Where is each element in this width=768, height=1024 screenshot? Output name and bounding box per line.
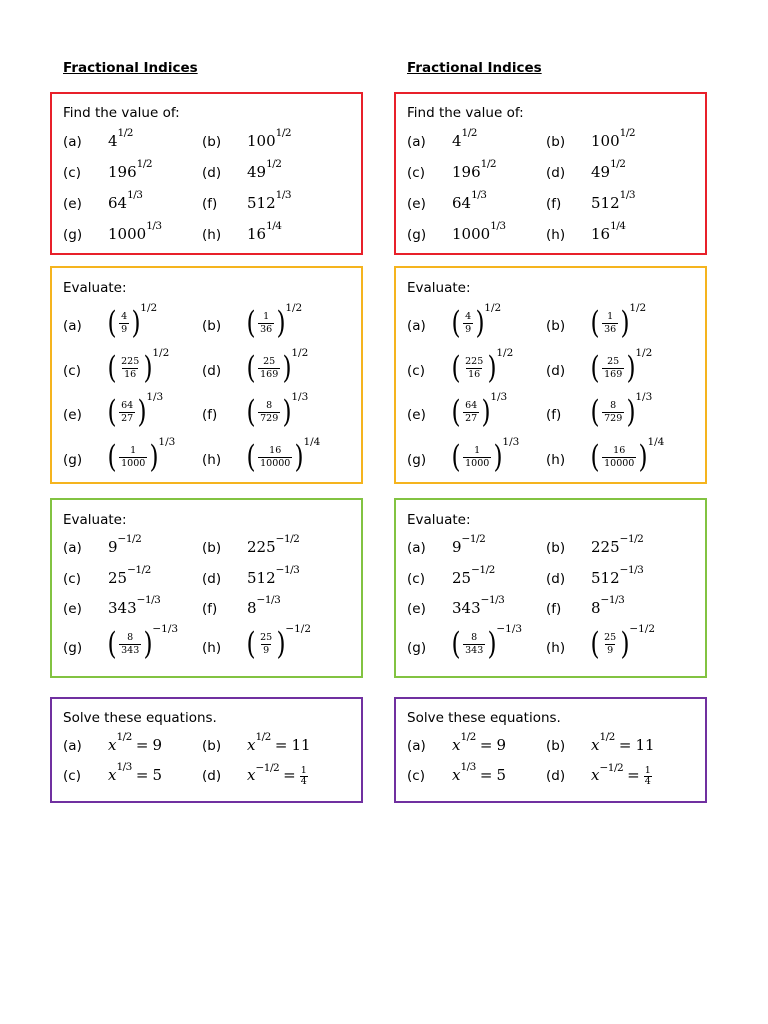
fraction-power-expression: ( $\frac{1}{36}$ ) 1/2 <box>590 302 647 341</box>
fraction-power-expression: ( $\frac{16}{10000}$ ) 1/4 <box>246 436 321 475</box>
item-label: (d) <box>202 165 222 181</box>
item-label: (f) <box>546 601 562 617</box>
worksheet-title: Fractional Indices <box>63 60 198 76</box>
item-label: (e) <box>407 196 426 212</box>
solve-equations-box <box>394 697 707 803</box>
evaluate-prompt: Evaluate: <box>407 280 471 296</box>
item-label: (c) <box>407 768 425 784</box>
fraction-power-expression: ( $\frac{16}{10000}$ ) 1/4 <box>590 436 665 475</box>
item-label: (e) <box>63 196 82 212</box>
item-label: (f) <box>546 407 562 423</box>
item-label: (d) <box>202 768 222 784</box>
find-value-box <box>50 92 363 255</box>
item-label: (c) <box>63 165 81 181</box>
worksheet-title: Fractional Indices <box>407 60 542 76</box>
power-expression: 25 −1/2 <box>452 564 495 587</box>
item-label: (d) <box>546 363 566 379</box>
power-expression: 49 1/2 <box>591 158 626 181</box>
fraction-power-expression: ( $\frac{64}{27}$ ) 1/3 <box>451 391 508 430</box>
power-expression: 512 1/3 <box>247 189 292 212</box>
power-expression: 25 −1/2 <box>108 564 151 587</box>
item-label: (g) <box>63 452 83 468</box>
equation: x 1/2 = 11 <box>247 731 311 754</box>
item-label: (d) <box>202 571 222 587</box>
power-expression: 512 −1/3 <box>591 564 644 587</box>
fraction-power-expression: ( $\frac{8}{343}$ ) −1/3 <box>107 623 179 662</box>
item-label: (h) <box>546 227 566 243</box>
evaluate-prompt: Evaluate: <box>407 512 471 528</box>
item-label: (h) <box>546 452 566 468</box>
power-expression: 196 1/2 <box>452 158 497 181</box>
item-label: (h) <box>202 452 222 468</box>
power-expression: 100 1/2 <box>247 127 292 150</box>
item-label: (e) <box>63 407 82 423</box>
equation: x 1/3 = 5 <box>452 761 506 784</box>
power-expression: 1000 1/3 <box>108 220 162 243</box>
equation: x −1/2 = $\frac{1}{4}$ <box>247 761 307 788</box>
item-label: (d) <box>546 165 566 181</box>
fraction-power-expression: ( $\frac{4}{9}$ ) 1/2 <box>107 302 158 341</box>
power-expression: 343 −1/3 <box>108 594 161 617</box>
fraction-power-expression: ( $\frac{8}{729}$ ) 1/3 <box>246 391 309 430</box>
item-label: (g) <box>63 640 83 656</box>
power-expression: 1000 1/3 <box>452 220 506 243</box>
item-label: (a) <box>63 318 82 334</box>
evaluate-fractions-box <box>394 266 707 484</box>
power-expression: 343 −1/3 <box>452 594 505 617</box>
evaluate-fractions-box <box>50 266 363 484</box>
equation: x 1/2 = 11 <box>591 731 655 754</box>
item-label: (d) <box>546 768 566 784</box>
find-value-box <box>394 92 707 255</box>
fraction-power-expression: ( $\frac{4}{9}$ ) 1/2 <box>451 302 502 341</box>
item-label: (b) <box>202 540 222 556</box>
power-expression: 16 1/4 <box>591 220 626 243</box>
solve-equations-box <box>50 697 363 803</box>
power-expression: 8 −1/3 <box>591 594 625 617</box>
item-label: (b) <box>546 540 566 556</box>
power-expression: 16 1/4 <box>247 220 282 243</box>
power-expression: 8 −1/3 <box>247 594 281 617</box>
item-label: (h) <box>202 227 222 243</box>
fraction-power-expression: ( $\frac{25}{9}$ ) −1/2 <box>590 623 656 662</box>
item-label: (e) <box>407 407 426 423</box>
item-label: (b) <box>546 318 566 334</box>
power-expression: 100 1/2 <box>591 127 636 150</box>
item-label: (b) <box>202 738 222 754</box>
power-expression: 49 1/2 <box>247 158 282 181</box>
solve-prompt: Solve these equations. <box>63 710 217 726</box>
equation: x 1/2 = 9 <box>452 731 506 754</box>
fraction-power-expression: ( $\frac{1}{36}$ ) 1/2 <box>246 302 303 341</box>
item-label: (c) <box>407 165 425 181</box>
item-label: (a) <box>63 134 82 150</box>
find-value-prompt: Find the value of: <box>63 105 180 121</box>
power-expression: 225 −1/2 <box>247 533 300 556</box>
power-expression: 225 −1/2 <box>591 533 644 556</box>
item-label: (c) <box>63 571 81 587</box>
item-label: (f) <box>202 407 218 423</box>
item-label: (g) <box>407 227 427 243</box>
fraction-power-expression: ( $\frac{8}{729}$ ) 1/3 <box>590 391 653 430</box>
item-label: (f) <box>546 196 562 212</box>
item-label: (d) <box>546 571 566 587</box>
item-label: (a) <box>407 738 426 754</box>
fraction-power-expression: ( $\frac{225}{16}$ ) 1/2 <box>451 347 514 386</box>
item-label: (c) <box>407 363 425 379</box>
power-expression: 9 −1/2 <box>108 533 142 556</box>
solve-prompt: Solve these equations. <box>407 710 561 726</box>
item-label: (a) <box>407 134 426 150</box>
power-expression: 64 1/3 <box>108 189 143 212</box>
power-expression: 512 −1/3 <box>247 564 300 587</box>
item-label: (f) <box>202 196 218 212</box>
item-label: (a) <box>407 540 426 556</box>
item-label: (f) <box>202 601 218 617</box>
power-expression: 64 1/3 <box>452 189 487 212</box>
item-label: (b) <box>546 134 566 150</box>
item-label: (a) <box>63 540 82 556</box>
item-label: (h) <box>202 640 222 656</box>
fraction-power-expression: ( $\frac{225}{16}$ ) 1/2 <box>107 347 170 386</box>
power-expression: 9 −1/2 <box>452 533 486 556</box>
item-label: (e) <box>63 601 82 617</box>
power-expression: 4 1/2 <box>108 127 133 150</box>
fraction-power-expression: ( $\frac{64}{27}$ ) 1/3 <box>107 391 164 430</box>
item-label: (b) <box>546 738 566 754</box>
power-expression: 512 1/3 <box>591 189 636 212</box>
evaluate-prompt: Evaluate: <box>63 280 127 296</box>
equation: x −1/2 = $\frac{1}{4}$ <box>591 761 651 788</box>
fraction-power-expression: ( $\frac{8}{343}$ ) −1/3 <box>451 623 523 662</box>
find-value-prompt: Find the value of: <box>407 105 524 121</box>
item-label: (a) <box>63 738 82 754</box>
item-label: (g) <box>407 452 427 468</box>
evaluate-prompt: Evaluate: <box>63 512 127 528</box>
power-expression: 4 1/2 <box>452 127 477 150</box>
equation: x 1/2 = 9 <box>108 731 162 754</box>
evaluate-negative-box <box>394 498 707 678</box>
evaluate-negative-box <box>50 498 363 678</box>
item-label: (c) <box>63 768 81 784</box>
fraction-power-expression: ( $\frac{25}{169}$ ) 1/2 <box>246 347 309 386</box>
item-label: (h) <box>546 640 566 656</box>
item-label: (d) <box>202 363 222 379</box>
fraction-power-expression: ( $\frac{25}{9}$ ) −1/2 <box>246 623 312 662</box>
fraction-power-expression: ( $\frac{1}{1000}$ ) 1/3 <box>107 436 176 475</box>
item-label: (b) <box>202 318 222 334</box>
fraction-power-expression: ( $\frac{1}{1000}$ ) 1/3 <box>451 436 520 475</box>
item-label: (c) <box>63 363 81 379</box>
item-label: (c) <box>407 571 425 587</box>
item-label: (b) <box>202 134 222 150</box>
item-label: (g) <box>407 640 427 656</box>
equation: x 1/3 = 5 <box>108 761 162 784</box>
power-expression: 196 1/2 <box>108 158 153 181</box>
item-label: (e) <box>407 601 426 617</box>
item-label: (g) <box>63 227 83 243</box>
fraction-power-expression: ( $\frac{25}{169}$ ) 1/2 <box>590 347 653 386</box>
item-label: (a) <box>407 318 426 334</box>
